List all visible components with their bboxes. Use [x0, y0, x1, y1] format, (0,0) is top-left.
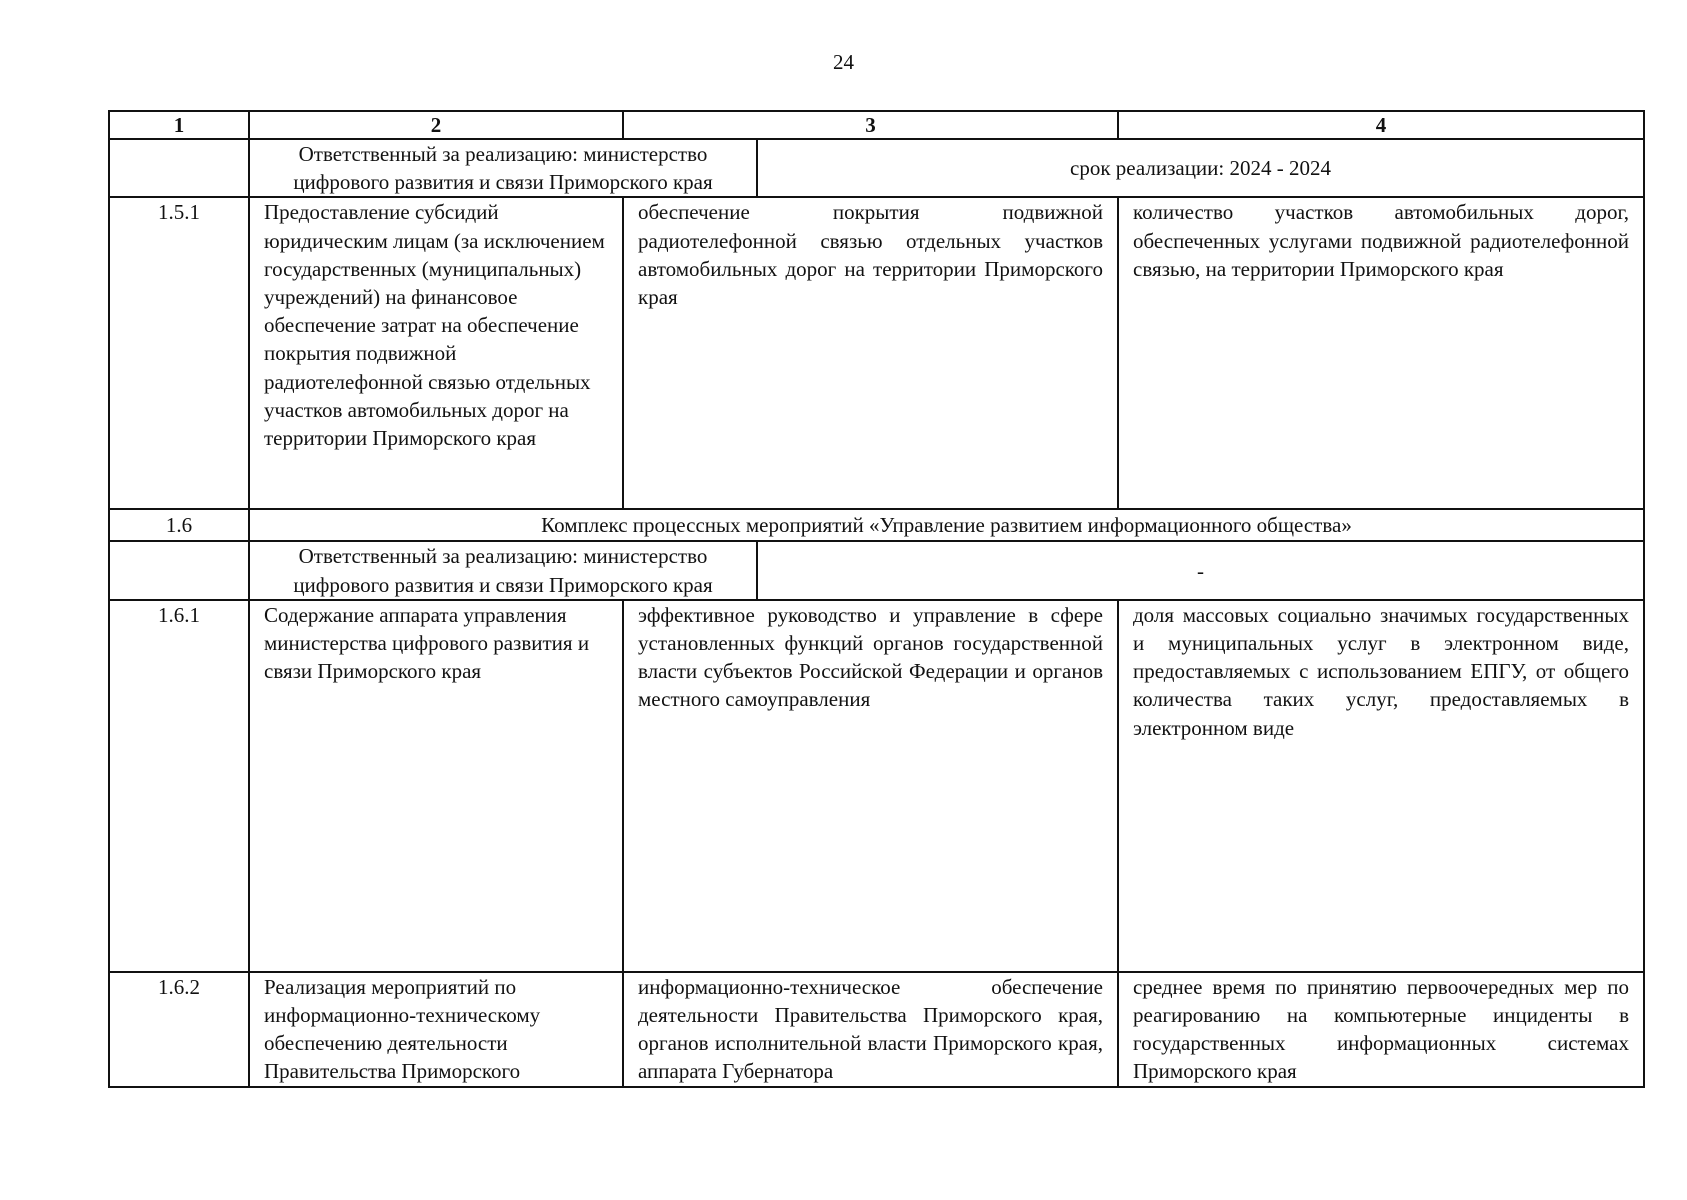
- table-row: [109, 972, 1644, 1087]
- program-table: [108, 110, 1645, 1088]
- column-header-4: 4: [1118, 111, 1644, 139]
- task-cell: Предоставление субсидий юридическим лицам (за исключением государственных (муниципальных) учреждений) на финансовое обеспечение затрат на обеспечение покрытия подвижной радиотелефонной связью отдельных участков автомобильных дорог на территории Приморского края: [249, 197, 623, 509]
- indicator-cell: доля массовых социально значимых государственных и муниципальных услуг в электронном виде, предоставляемых с использованием ЕПГУ, от общего количества таких услуг, предоставляемых в электронном виде: [1118, 600, 1644, 972]
- section-number: 1.6: [109, 509, 249, 541]
- deadline-text: -: [757, 541, 1644, 599]
- column-header-2: 2: [249, 111, 623, 139]
- responsible-text: Ответственный за реализацию: министерство цифрового развития и связи Приморского края: [249, 139, 757, 197]
- section-row-1-6: [109, 509, 1644, 541]
- responsible-row-1-6: [109, 541, 1644, 599]
- row-number: 1.6.2: [109, 972, 249, 1087]
- table-row: [109, 600, 1644, 972]
- column-header-1: 1: [109, 111, 249, 139]
- empty-cell: [109, 139, 249, 197]
- result-cell: эффективное руководство и управление в сфере установленных функций органов государственной власти субъектов Российской Федерации и органов местного самоуправления: [623, 600, 1118, 972]
- result-cell: обеспечение покрытия подвижной радиотелефонной связью отдельных участков автомобильных дорог на территории Приморского края: [623, 197, 1118, 509]
- row-number: 1.5.1: [109, 197, 249, 509]
- row-number: 1.6.1: [109, 600, 249, 972]
- task-cell: Реализация мероприятий по информационно-техническому обеспечению деятельности Правительства Приморского: [249, 972, 623, 1087]
- indicator-cell: количество участков автомобильных дорог, обеспеченных услугами подвижной радиотелефонной связью, на территории Приморского края: [1118, 197, 1644, 509]
- table-row: [109, 197, 1644, 509]
- responsible-text: Ответственный за реализацию: министерство цифрового развития и связи Приморского края: [249, 541, 757, 599]
- section-title: Комплекс процессных мероприятий «Управление развитием информационного общества»: [249, 509, 1644, 541]
- deadline-text: срок реализации: 2024 - 2024: [757, 139, 1644, 197]
- empty-cell: [109, 541, 249, 599]
- task-cell: Содержание аппарата управления министерства цифрового развития и связи Приморского края: [249, 600, 623, 972]
- responsible-row-1-5: [109, 139, 1644, 197]
- result-cell: информационно-техническое обеспечение деятельности Правительства Приморского края, органов исполнительной власти Приморского края, аппарата Губернатора: [623, 972, 1118, 1087]
- page-number: 24: [833, 50, 854, 74]
- column-header-3: 3: [623, 111, 1118, 139]
- header-row: [109, 111, 1644, 139]
- indicator-cell: среднее время по принятию первоочередных мер по реагированию на компьютерные инциденты в государственных информационных системах Приморского края: [1118, 972, 1644, 1087]
